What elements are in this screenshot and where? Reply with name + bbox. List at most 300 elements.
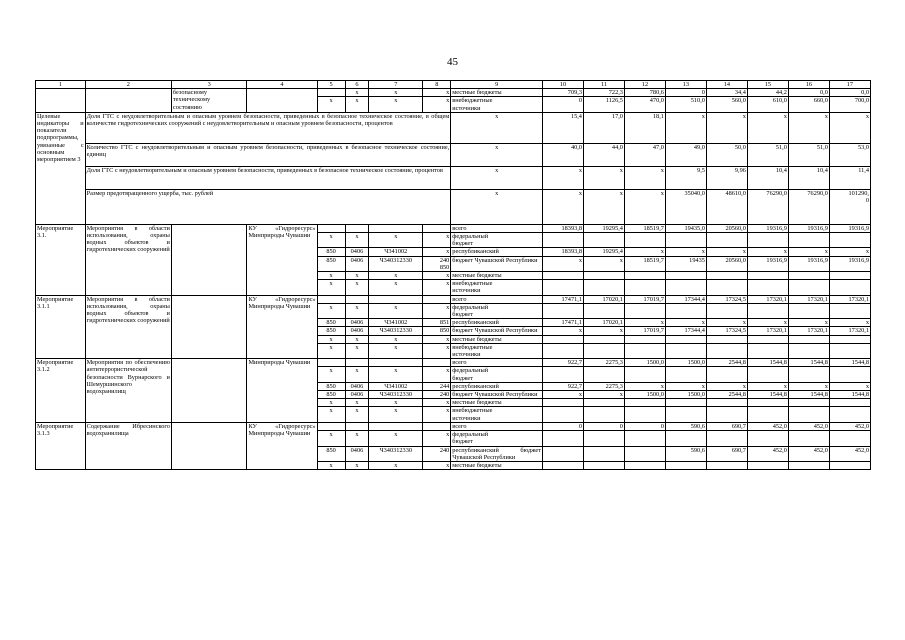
value-cell [583,303,624,318]
indicator-value: 15,4 [542,112,583,143]
indicator-cell: x [451,189,543,224]
value-cell: 1544,8 [829,391,870,399]
kbk-cell: x [345,89,369,97]
value-cell [665,367,706,382]
indicator-text: Количество ГТС с неудовлетворительным и опасным уровнем безопасности, приведенных в безопасное техническое состояние, единиц [85,143,451,166]
indicator-value: 44,0 [583,143,624,166]
value-cell [542,367,583,382]
value-cell [583,335,624,343]
kbk-cell: x [369,399,423,407]
measure-name: Мероприятие 3.1.1 [36,295,86,359]
value-cell [542,431,583,446]
kbk-cell [423,422,451,430]
kbk-cell: Ч340312330 [369,327,423,335]
value-cell: 17324,5 [706,295,747,303]
value-cell: x [829,382,870,390]
kbk-cell: 850 [317,327,345,335]
cell [171,224,247,295]
value-cell [583,446,624,461]
column-number: 14 [706,81,747,89]
value-cell [624,280,665,295]
value-cell: 1544,8 [747,391,788,399]
kbk-cell: x [423,303,451,318]
value-cell [747,367,788,382]
value-cell: 20560,0 [706,256,747,271]
kbk-cell: x [345,303,369,318]
value-cell [747,461,788,469]
value-cell: 1544,8 [829,359,870,367]
value-cell: 510,0 [665,97,706,112]
indicator-row [36,189,871,224]
indicator-text: Доля ГТС с неудовлетворительным и опасным уровнем безопасности, приведенных в безопасное техническое состояние, в общем количестве гидротехнических сооружений с неудовлетворительным и опасным уровнем безопасности, процентов [85,112,451,143]
value-cell [624,303,665,318]
kbk-cell: 850 [423,327,451,335]
kbk-cell: x [369,335,423,343]
value-cell [583,367,624,382]
kbk-cell: x [369,343,423,358]
value-cell: 19316,9 [788,256,829,271]
kbk-cell: x [423,97,451,112]
kbk-cell [345,224,369,232]
value-cell [706,343,747,358]
value-cell: x [788,382,829,390]
column-number: 12 [624,81,665,89]
kbk-cell [345,422,369,430]
value-cell [624,233,665,248]
indicator-value: x [583,189,624,224]
value-cell [706,399,747,407]
value-cell [788,272,829,280]
value-cell: 1500,0 [624,391,665,399]
kbk-cell: x [423,407,451,422]
value-cell [829,280,870,295]
kbk-cell: x [317,399,345,407]
value-cell [747,233,788,248]
value-cell [624,367,665,382]
value-cell [706,233,747,248]
indicator-value: 101290, 0 [829,189,870,224]
value-cell [747,272,788,280]
value-cell [747,303,788,318]
value-cell [542,343,583,358]
value-cell: 1544,8 [747,359,788,367]
kbk-cell: 850 [317,382,345,390]
value-cell: 590,6 [665,422,706,430]
indicator-value: 76290,0 [788,189,829,224]
value-cell [583,233,624,248]
value-cell: x [624,248,665,256]
value-cell [665,272,706,280]
source-cell: республиканский бюджет Чувашской Республики [452,446,541,461]
value-cell [542,280,583,295]
value-cell: 452,0 [788,446,829,461]
kbk-cell: Ч341002 [369,319,423,327]
value-cell [788,303,829,318]
value-cell: x [542,391,583,399]
kbk-cell: x [345,343,369,358]
kbk-cell: x [345,399,369,407]
kbk-cell: x [345,233,369,248]
value-cell: 0 [583,422,624,430]
value-cell: 0 [665,89,706,97]
value-cell [665,303,706,318]
indicator-value: 17,0 [583,112,624,143]
value-cell [583,431,624,446]
kbk-cell: x [423,335,451,343]
column-number: 2 [85,81,171,89]
value-cell: 18519,7 [624,256,665,271]
kbk-cell: 0406 [345,446,369,461]
value-cell: 17320,1 [788,327,829,335]
kbk-cell [345,295,369,303]
kbk-cell: x [423,280,451,295]
kbk-cell: 240 [423,446,451,461]
indicator-value: x [542,166,583,189]
indicator-row [36,166,871,189]
kbk-cell [345,359,369,367]
measure-row [36,359,871,367]
value-cell [788,335,829,343]
value-cell: 610,0 [747,97,788,112]
value-cell: 1500,0 [665,391,706,399]
indicator-value: 11,4 [829,166,870,189]
indicator-value: 18,1 [624,112,665,143]
kbk-cell: x [369,272,423,280]
kbk-cell: x [345,367,369,382]
value-cell: x [706,319,747,327]
kbk-cell: x [317,233,345,248]
value-cell [788,367,829,382]
source-cell: бюджет Чувашской Республики [451,256,543,271]
kbk-cell: x [317,303,345,318]
table-row [36,89,871,97]
value-cell [542,303,583,318]
value-cell: 922,7 [542,382,583,390]
column-number: 6 [345,81,369,89]
value-cell [829,367,870,382]
value-cell [788,233,829,248]
kbk-cell: 850 [317,248,345,256]
indicator-value: 53,0 [829,143,870,166]
value-cell: 722,3 [583,89,624,97]
value-cell: 2275,3 [583,359,624,367]
kbk-cell: 851 [423,319,451,327]
value-cell: 17471,1 [542,295,583,303]
value-cell: 19435 [665,256,706,271]
kbk-cell [369,359,423,367]
value-cell [706,272,747,280]
indicator-row [36,112,871,143]
source-cell: республиканский [451,248,543,256]
kbk-cell: x [423,272,451,280]
value-cell: 2544,8 [706,359,747,367]
kbk-cell: x [345,272,369,280]
value-cell: x [747,248,788,256]
kbk-cell: x [423,367,451,382]
kbk-cell: x [369,431,423,446]
value-cell: 19295,4 [583,248,624,256]
value-cell: 17320,1 [788,295,829,303]
kbk-cell: Ч341002 [369,382,423,390]
column-number: 13 [665,81,706,89]
indicator-value: x [542,189,583,224]
value-cell: x [706,382,747,390]
cell: безопасному техническому состоянию [171,89,247,113]
kbk-cell [423,295,451,303]
kbk-cell [317,89,345,97]
value-cell [829,233,870,248]
kbk-cell: x [345,461,369,469]
kbk-cell: x [317,335,345,343]
responsible: КУ «Гидроресурс» Минприроды Чувашии [247,224,317,295]
source-cell: всего [451,224,543,232]
source-cell: внебюджетные источники [451,280,543,295]
kbk-cell: 850 [317,391,345,399]
value-cell: 2544,8 [706,391,747,399]
value-cell: 17320,1 [747,295,788,303]
value-cell [665,431,706,446]
kbk-cell [317,295,345,303]
kbk-cell: x [369,89,423,97]
column-number: 8 [423,81,451,89]
kbk-cell: x [317,97,345,112]
value-cell [829,303,870,318]
kbk-cell [423,359,451,367]
indicator-value: 10,4 [788,166,829,189]
source-cell: федеральный бюджет [451,303,543,318]
value-cell: x [624,319,665,327]
kbk-cell: x [345,280,369,295]
kbk-cell: x [423,248,451,256]
responsible: КУ «Гидроресурс» Минприроды Чувашии [247,422,317,469]
value-cell [829,335,870,343]
kbk-cell: 0406 [345,382,369,390]
column-number: 1 [36,81,86,89]
value-cell [583,280,624,295]
value-cell [542,335,583,343]
value-cell [747,335,788,343]
kbk-cell: 244 [423,382,451,390]
value-cell: x [665,248,706,256]
value-cell [542,399,583,407]
value-cell: x [706,248,747,256]
value-cell [624,446,665,461]
indicators-label: Целевые индикаторы и показатели подпрограммы, увязанные с основным мероприятием 3 [36,112,86,224]
value-cell [542,461,583,469]
measure-name: Мероприятие 3.1. [36,224,86,295]
value-cell [583,407,624,422]
value-cell [788,431,829,446]
measure-title: Мероприятия по обеспечению антитеррористической безопасности Вурнарского и Шемуршинского водохранилищ [85,359,171,423]
value-cell: 17324,5 [706,327,747,335]
source-cell: республиканский [451,382,543,390]
kbk-cell: Ч340312330 [369,446,423,461]
value-cell: 18393,8 [542,248,583,256]
source-cell: местные бюджеты [451,335,543,343]
column-number: 11 [583,81,624,89]
kbk-cell [369,224,423,232]
kbk-cell: Ч340312330 [369,391,423,399]
indicator-value: 9,96 [706,166,747,189]
value-cell [788,280,829,295]
indicator-text: Доля ГТС с неудовлетворительным и опасным уровнем безопасности, приведенных в безопасное техническое состояние, процентов [85,166,451,189]
kbk-cell: x [317,407,345,422]
indicator-value: 50,0 [706,143,747,166]
column-number: 9 [451,81,543,89]
value-cell: 452,0 [829,422,870,430]
value-cell: 0,0 [829,89,870,97]
value-cell: 0 [542,422,583,430]
responsible: КУ «Гидроресурс» Минприроды Чувашии [247,295,317,359]
value-cell [788,343,829,358]
kbk-cell: x [423,399,451,407]
indicator-value: 40,0 [542,143,583,166]
kbk-cell: x [423,431,451,446]
indicator-value: x [706,112,747,143]
value-cell: 690,7 [706,422,747,430]
kbk-cell: x [345,407,369,422]
source-cell: местные бюджеты [451,461,543,469]
kbk-cell: x [317,367,345,382]
value-cell: 922,7 [542,359,583,367]
kbk-cell: 240 [423,391,451,399]
kbk-cell: 850 [317,446,345,461]
kbk-cell [317,422,345,430]
value-cell [624,343,665,358]
value-cell [583,343,624,358]
value-cell: x [542,256,583,271]
indicator-cell: x [451,143,543,166]
indicator-value: 47,0 [624,143,665,166]
indicator-text: Размер предотвращенного ущерба, тыс. рублей [85,189,451,224]
cell [171,422,247,469]
value-cell [542,407,583,422]
kbk-cell: x [345,97,369,112]
value-cell [788,461,829,469]
source-cell: федеральный бюджет [451,367,543,382]
page-number: 45 [447,56,458,68]
value-cell [706,335,747,343]
kbk-cell: x [345,431,369,446]
indicator-value: x [747,112,788,143]
value-cell [829,343,870,358]
measure-name: Мероприятие 3.1.2 [36,359,86,423]
source-cell: федеральный бюджет [451,233,543,248]
value-cell: 452,0 [829,446,870,461]
value-cell: 780,6 [624,89,665,97]
measure-name: Мероприятие 3.1.3 [36,422,86,469]
kbk-cell: x [317,431,345,446]
value-cell [542,272,583,280]
value-cell: 17344,4 [665,295,706,303]
value-cell [665,461,706,469]
value-cell [829,272,870,280]
value-cell: 19316,9 [829,256,870,271]
value-cell: x [583,256,624,271]
indicator-value: x [665,112,706,143]
value-cell: 44,2 [747,89,788,97]
value-cell: 18519,7 [624,224,665,232]
value-cell: 17320,1 [747,327,788,335]
kbk-cell: x [369,233,423,248]
value-cell [542,446,583,461]
measure-row [36,224,871,232]
cell [247,89,317,113]
value-cell: 19316,9 [829,224,870,232]
kbk-cell: x [369,303,423,318]
kbk-cell: 240 850 [423,256,451,271]
kbk-cell: x [369,280,423,295]
cell [36,89,86,113]
value-cell [624,431,665,446]
kbk-cell: x [317,461,345,469]
kbk-cell [317,359,345,367]
source-cell: всего [451,359,543,367]
value-cell [624,335,665,343]
kbk-cell: x [423,233,451,248]
value-cell: x [788,319,829,327]
value-cell: x [583,391,624,399]
source-cell: федеральный бюджет [451,431,543,446]
indicator-value: 51,0 [788,143,829,166]
kbk-cell: x [423,343,451,358]
kbk-cell: 0406 [345,319,369,327]
indicator-value: 9,5 [665,166,706,189]
value-cell [706,431,747,446]
kbk-cell: x [317,272,345,280]
value-cell: 17020,1 [583,295,624,303]
value-cell [665,399,706,407]
value-cell: x [829,248,870,256]
value-cell [788,407,829,422]
value-cell: 700,0 [829,97,870,112]
value-cell [747,399,788,407]
column-number: 5 [317,81,345,89]
value-cell: 17020,1 [583,319,624,327]
value-cell: 17344,4 [665,327,706,335]
value-cell: 690,7 [706,446,747,461]
kbk-cell: Ч341002 [369,248,423,256]
indicator-row [36,143,871,166]
column-number: 3 [171,81,247,89]
source-cell: внебюджетные источники [451,343,543,358]
value-cell [747,343,788,358]
value-cell [624,461,665,469]
source-cell: всего [451,295,543,303]
value-cell [829,399,870,407]
source-cell: местные бюджеты [451,399,543,407]
value-cell: 709,3 [542,89,583,97]
source-cell: республиканский [451,319,543,327]
kbk-cell: x [423,89,451,97]
cell [85,89,171,113]
measure-row [36,422,871,430]
measure-title: Мероприятия в области использования, охраны водных объектов и гидротехнических сооружений [85,224,171,295]
value-cell [583,461,624,469]
indicator-value: 76290,0 [747,189,788,224]
indicator-value: x [788,112,829,143]
kbk-cell: x [369,461,423,469]
value-cell: 660,0 [788,97,829,112]
value-cell [829,461,870,469]
value-cell: 452,0 [788,422,829,430]
kbk-cell: x [369,97,423,112]
source-cell: внебюджетные источники [451,407,543,422]
value-cell [665,233,706,248]
kbk-cell [369,422,423,430]
value-cell: x [747,382,788,390]
column-number: 17 [829,81,870,89]
